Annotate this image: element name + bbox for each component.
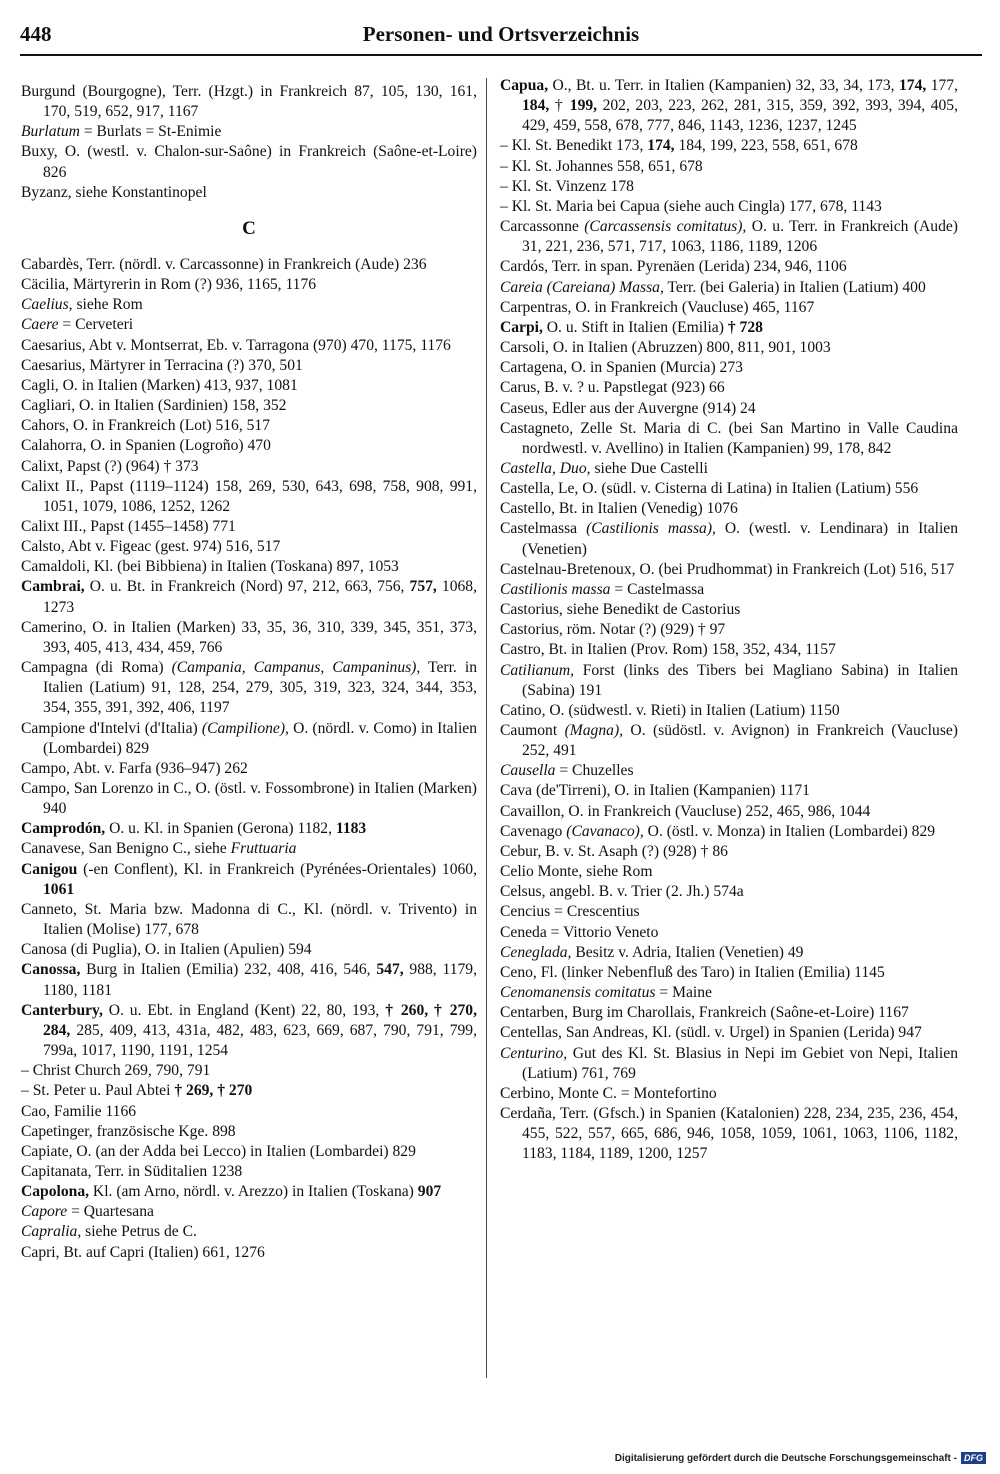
index-entry: Calixt II., Papst (1119–1124) 158, 269, 530, 643, 698, 758, 908, 991, 1051, 1079, 1086, 1252, 1262: [21, 477, 477, 515]
index-entry: – St. Peter u. Paul Abtei † 269, † 270: [21, 1082, 253, 1100]
index-entry: Castello, Bt. in Italien (Venedig) 1076: [500, 500, 738, 518]
index-entry: Camprodón, O. u. Kl. in Spanien (Gerona) 1182, 1183: [21, 820, 367, 838]
index-entry: Capitanata, Terr. in Süditalien 1238: [21, 1162, 243, 1180]
index-entry: Cavenago (Cavanaco), O. (östl. v. Monza) in Italien (Lombardei) 829: [500, 822, 936, 840]
index-entry: Caelius, siehe Rom: [21, 296, 143, 314]
index-entry: – Kl. St. Vinzenz 178: [500, 177, 634, 195]
index-entry: Capore = Quartesana: [21, 1203, 154, 1221]
index-entry: Calixt III., Papst (1455–1458) 771: [21, 517, 236, 535]
index-entry: Cabardès, Terr. (nördl. v. Carcassonne) in Frankreich (Aude) 236: [21, 255, 427, 273]
index-entry: Canigou (-en Conflent), Kl. in Frankreich (Pyrénées-Orientales) 1060, 1061: [21, 860, 477, 898]
index-entry: Carcassonne (Carcassensis comitatus), O. u. Terr. in Frankreich (Aude) 31, 221, 236, 571, 717, 1063, 1186, 1189, 1206: [500, 218, 958, 256]
index-entry: – Kl. St. Johannes 558, 651, 678: [500, 157, 703, 175]
index-entry: Capralia, siehe Petrus de C.: [21, 1223, 197, 1241]
index-entry: Centarben, Burg im Charollais, Frankreich (Saône-et-Loire) 1167: [500, 1004, 909, 1022]
right-column: [500, 76, 958, 1164]
index-entry: Caesarius, Märtyrer in Terracina (?) 370, 501: [21, 356, 303, 374]
index-entry: Cardós, Terr. in span. Pyrenäen (Lerida) 234, 946, 1106: [500, 258, 847, 276]
index-entry: Causella = Chuzelles: [500, 762, 634, 780]
index-entry: Cenomanensis comitatus = Maine: [500, 984, 712, 1002]
index-entry: Castella, Le, O. (südl. v. Cisterna di Latina) in Italien (Latium) 556: [500, 480, 919, 498]
index-entry: Caseus, Edler aus der Auvergne (914) 24: [500, 399, 756, 417]
index-entry: Cäcilia, Märtyrerin in Rom (?) 936, 1165, 1176: [21, 276, 317, 294]
index-entry: Campo, Abt. v. Farfa (936–947) 262: [21, 759, 248, 777]
dfg-logo: DFG: [961, 1452, 986, 1464]
digitization-credit: [615, 1452, 986, 1464]
index-entry: Buxy, O. (westl. v. Chalon-sur-Saône) in Frankreich (Saône-et-Loire) 826: [21, 143, 477, 181]
page-number: 448: [20, 22, 52, 46]
index-entry: Carpi, O. u. Stift in Italien (Emilia) † 728: [500, 318, 763, 336]
index-entry: Catilianum, Forst (links des Tibers bei Magliano Sabina) in Italien (Sabina) 191: [500, 661, 958, 699]
index-entry: Caere = Cerveteri: [21, 316, 134, 334]
index-entry: Capua, O., Bt. u. Terr. in Italien (Kampanien) 32, 33, 34, 173, 174, 177, 184, † 199, 202, 203, 223, 262, 281, 315, 359, 392, 393, 394, 405, 429, 459, 558, 678, 777, 846, 1143, 1236, 1237, 1245: [500, 77, 959, 135]
index-entry: Castagneto, Zelle St. Maria di C. (bei San Martino in Valle Caudina nordwestl. v. Avellino) in Italien (Kampanien) 99, 178, 842: [500, 419, 958, 457]
index-entry: Calahorra, O. in Spanien (Logroño) 470: [21, 437, 271, 455]
section-letter-c: C: [242, 217, 256, 239]
index-entry: Castelmassa (Castilionis massa), O. (westl. v. Lendinara) in Italien (Venetien): [500, 520, 959, 558]
index-entry: Castorius, siehe Benedikt de Castorius: [500, 601, 741, 619]
index-entry: Capetinger, französische Kge. 898: [21, 1122, 236, 1140]
index-entry: Cerbino, Monte C. = Montefortino: [500, 1084, 717, 1102]
page-title: Personen- und Ortsverzeichnis: [362, 22, 640, 46]
index-entry: Calsto, Abt v. Figeac (gest. 974) 516, 517: [21, 538, 281, 556]
index-entry: Castilionis massa = Castelmassa: [500, 580, 705, 598]
index-entry: Camerino, O. in Italien (Marken) 33, 35, 36, 310, 339, 345, 351, 373, 393, 405, 413, 434, 459, 766: [21, 618, 477, 656]
index-entry: Centurino, Gut des Kl. St. Blasius in Nepi im Gebiet von Nepi, Italien (Latium) 761, 769: [500, 1044, 958, 1082]
index-entry: Capri, Bt. auf Capri (Italien) 661, 1276: [21, 1243, 265, 1261]
index-entry: Burlatum = Burlats = St-Enimie: [21, 123, 222, 141]
index-entry: Burgund (Bourgogne), Terr. (Hzgt.) in Frankreich 87, 105, 130, 161, 170, 519, 652, 917, 1167: [21, 83, 477, 121]
index-entry: Cagliari, O. in Italien (Sardinien) 158, 352: [21, 397, 287, 415]
index-entry: Carsoli, O. in Italien (Abruzzen) 800, 811, 901, 1003: [500, 339, 831, 357]
index-entry: Canavese, San Benigno C., siehe Fruttuaria: [21, 840, 297, 858]
index-entry: Celio Monte, siehe Rom: [500, 863, 653, 881]
index-entry: Castro, Bt. in Italien (Prov. Rom) 158, 352, 434, 1157: [500, 641, 836, 659]
index-entry: – Kl. St. Maria bei Capua (siehe auch Cingla) 177, 678, 1143: [500, 197, 882, 215]
index-entry: Cavaillon, O. in Frankreich (Vaucluse) 252, 465, 986, 1044: [500, 802, 871, 820]
credit-text: Digitalisierung gefördert durch die Deutsche Forschungsgemeinschaft -: [614, 1453, 957, 1464]
index-entry: Cao, Familie 1166: [21, 1102, 137, 1120]
index-entry: Catino, O. (südwestl. v. Rieti) in Italien (Latium) 1150: [500, 701, 840, 719]
index-entry: Canterbury, O. u. Ebt. in England (Kent) 22, 80, 193, † 260, † 270, 284, 285, 409, 413, 431a, 482, 483, 623, 669, 687, 790, 791, 799, 799a, 1017, 1190, 1191, 1254: [21, 1001, 477, 1060]
index-entry: Campo, San Lorenzo in C., O. (östl. v. Fossombrone) in Italien (Marken) 940: [21, 780, 477, 818]
index-entry: Canneto, St. Maria bzw. Madonna di C., Kl. (nördl. v. Trivento) in Italien (Molise) 177, 678: [21, 900, 477, 939]
column-divider: [486, 78, 487, 1378]
left-column: [21, 82, 477, 1263]
index-entry: Castorius, röm. Notar (?) (929) † 97: [500, 621, 726, 639]
index-entry: Cava (de'Tirreni), O. in Italien (Kampanien) 1171: [500, 782, 810, 800]
index-entry: Camaldoli, Kl. (bei Bibbiena) in Italien (Toskana) 897, 1053: [21, 558, 399, 576]
index-entry: Cambrai, O. u. Bt. in Frankreich (Nord) 97, 212, 663, 756, 757, 1068, 1273: [21, 578, 477, 616]
index-entry: Calixt, Papst (?) (964) † 373: [21, 457, 199, 475]
index-entry: Castelnau-Bretenoux, O. (bei Prudhommat) in Frankreich (Lot) 516, 517: [500, 560, 955, 578]
index-entry: Cahors, O. in Frankreich (Lot) 516, 517: [21, 417, 271, 435]
page-header: [20, 20, 982, 56]
index-entry: Campione d'Intelvi (d'Italia) (Campilione), O. (nördl. v. Como) in Italien (Lombardei) 829: [21, 719, 477, 757]
index-entry: Byzanz, siehe Konstantinopel: [21, 183, 207, 201]
index-entry: Campagna (di Roma) (Campania, Campanus, Campaninus), Terr. in Italien (Latium) 91, 128, 254, 279, 305, 319, 323, 324, 344, 353, 354, 355, 391, 392, 406, 1197: [21, 659, 477, 717]
index-entry: Carpentras, O. in Frankreich (Vaucluse) 465, 1167: [500, 298, 815, 316]
index-entry: Cagli, O. in Italien (Marken) 413, 937, 1081: [21, 376, 298, 394]
index-entry: Ceneglada, Besitz v. Adria, Italien (Venetien) 49: [500, 943, 804, 961]
index-entry: Carus, B. v. ? u. Papstlegat (923) 66: [500, 379, 725, 397]
index-entry: Canosa (di Puglia), O. in Italien (Apulien) 594: [21, 941, 312, 959]
index-entry: Careia (Careiana) Massa, Terr. (bei Galeria) in Italien (Latium) 400: [500, 278, 926, 296]
index-entry: Caesarius, Abt v. Montserrat, Eb. v. Tarragona (970) 470, 1175, 1176: [21, 336, 451, 354]
index-entry: – Kl. St. Benedikt 173, 174, 184, 199, 223, 558, 651, 678: [500, 137, 858, 155]
index-entry: Capiate, O. (an der Adda bei Lecco) in Italien (Lombardei) 829: [21, 1142, 416, 1160]
index-entry: Cebur, B. v. St. Asaph (?) (928) † 86: [500, 842, 728, 860]
index-entry: Cerdaña, Terr. (Gfsch.) in Spanien (Katalonien) 228, 234, 235, 236, 454, 455, 522, 557, 665, 686, 946, 1058, 1059, 1061, 1063, 1106, 1182, 1183, 1184, 1189, 1200, 1257: [500, 1104, 958, 1163]
index-entry: Cartagena, O. in Spanien (Murcia) 273: [500, 359, 743, 377]
index-entry: Centellas, San Andreas, Kl. (südl. v. Urgel) in Spanien (Lerida) 947: [500, 1024, 922, 1042]
index-entry: Canossa, Burg in Italien (Emilia) 232, 408, 416, 546, 547, 988, 1179, 1180, 1181: [21, 961, 477, 999]
index-entry: Ceno, Fl. (linker Nebenfluß des Taro) in Italien (Emilia) 1145: [500, 963, 885, 981]
index-entry: Capolona, Kl. (am Arno, nördl. v. Arezzo) in Italien (Toskana) 907: [21, 1183, 442, 1201]
index-entry: Cencius = Crescentius: [500, 903, 640, 921]
index-entry: Ceneda = Vittorio Veneto: [500, 923, 659, 941]
index-entry: – Christ Church 269, 790, 791: [21, 1062, 211, 1080]
index-entry: Caumont (Magna), O. (südöstl. v. Avignon) in Frankreich (Vaucluse) 252, 491: [500, 722, 958, 760]
index-entry: Castella, Duo, siehe Due Castelli: [500, 459, 708, 477]
index-entry: Celsus, angebl. B. v. Trier (2. Jh.) 574a: [500, 883, 744, 901]
